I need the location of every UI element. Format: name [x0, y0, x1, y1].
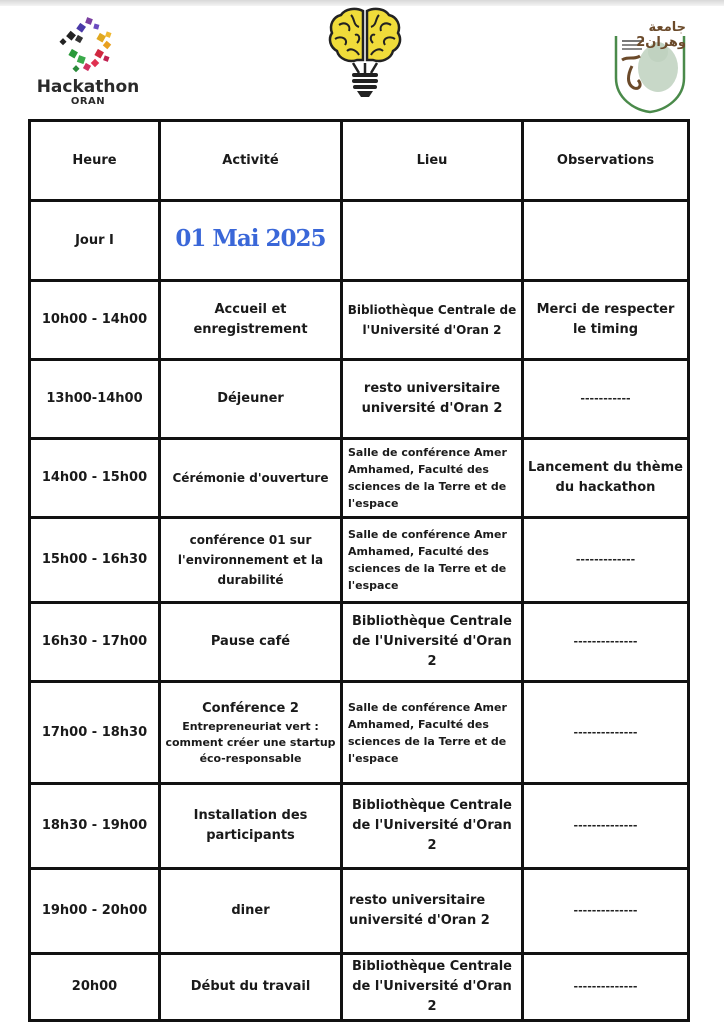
cell-heure: 19h00 - 20h00 [30, 869, 160, 954]
day-date: 01 Mai 2025 [175, 224, 326, 252]
activity-title: Conférence 2 [202, 700, 299, 716]
table-row [30, 360, 689, 439]
empty-observation-dashes: ------------- [575, 553, 636, 566]
cell-heure: 15h00 - 16h30 [30, 518, 160, 603]
cell-heure: 17h00 - 18h30 [30, 682, 160, 784]
cell-activite: Déjeuner [160, 360, 342, 439]
cell-activite: Début du travail [160, 954, 342, 1021]
table-row [30, 954, 689, 1021]
day-date-cell [160, 201, 342, 281]
empty-observation-dashes: -------------- [573, 635, 638, 648]
hackathon-logo-subtitle: ORAN [70, 96, 106, 107]
day-label: Jour I [30, 201, 160, 281]
cell-heure: 13h00-14h00 [30, 360, 160, 439]
column-header-lieu: Lieu [342, 121, 523, 201]
cell-activite: Pause café [160, 603, 342, 682]
cell-lieu: Salle de conférence Amer Amhamed, Faculté des sciences de la Terre et de l'espace [342, 439, 523, 518]
column-header-observations: Observations [523, 121, 689, 201]
table-row [30, 603, 689, 682]
table-row [30, 869, 689, 954]
column-header-activite: Activité [160, 121, 342, 201]
hackathon-logo-icon [56, 14, 120, 76]
empty-observation-dashes: -------------- [573, 904, 638, 917]
empty-observation-dashes: -------------- [573, 980, 638, 993]
brain-lightbulb-logo [325, 5, 405, 100]
table-row [30, 682, 689, 784]
cell-lieu: resto universitaire université d'Oran 2 [342, 869, 523, 954]
cell-heure: 10h00 - 14h00 [30, 281, 160, 360]
day-empty-cell [523, 201, 689, 281]
table-header-row [30, 121, 689, 201]
cell-observations [523, 682, 689, 784]
university-arabic-name: جامعة وهران2 [636, 20, 686, 50]
cell-lieu: Bibliothèque Centrale de l'Université d'Oran 2 [342, 954, 523, 1021]
day-row [30, 201, 689, 281]
cell-lieu: Bibliothèque Centrale de l'Université d'Oran 2 [342, 281, 523, 360]
cell-heure: 14h00 - 15h00 [30, 439, 160, 518]
column-header-heure: Heure [30, 121, 160, 201]
brain-lightbulb-icon [325, 5, 405, 100]
hackathon-logo-title: Hackathon [36, 77, 140, 97]
hackathon-oran-logo [36, 14, 140, 114]
activity-subtitle: Entrepreneuriat vert : comment créer une startup éco-responsable [165, 719, 336, 765]
cell-activite: conférence 01 sur l'environnement et la durabilité [160, 518, 342, 603]
cell-activite: diner [160, 869, 342, 954]
table-row [30, 281, 689, 360]
university-oran2-logo [608, 18, 692, 114]
cell-activite: Accueil et enregistrement [160, 281, 342, 360]
cell-activite: Cérémonie d'ouverture [160, 439, 342, 518]
cell-observations [523, 954, 689, 1021]
cell-observations [523, 360, 689, 439]
cell-observations [523, 518, 689, 603]
day-empty-cell [342, 201, 523, 281]
cell-activite: Installation des participants [160, 784, 342, 869]
cell-observations [523, 603, 689, 682]
cell-lieu: Bibliothèque Centrale de l'Université d'Oran 2 [342, 784, 523, 869]
empty-observation-dashes: -------------- [573, 725, 638, 739]
cell-lieu: Salle de conférence Amer Amhamed, Faculté des sciences de la Terre et de l'espace [342, 518, 523, 603]
cell-observations: Lancement du thème du hackathon [523, 439, 689, 518]
cell-lieu: Salle de conférence Amer Amhamed, Faculté des sciences de la Terre et de l'espace [342, 682, 523, 784]
cell-heure: 20h00 [30, 954, 160, 1021]
table-row [30, 784, 689, 869]
cell-heure: 18h30 - 19h00 [30, 784, 160, 869]
empty-observation-dashes: ----------- [580, 392, 631, 405]
schedule-table [28, 119, 690, 1022]
cell-heure: 16h30 - 17h00 [30, 603, 160, 682]
cell-observations [523, 869, 689, 954]
empty-observation-dashes: -------------- [573, 819, 638, 832]
cell-lieu: resto universitaire université d'Oran 2 [342, 360, 523, 439]
cell-observations: Merci de respecter le timing [523, 281, 689, 360]
table-row [30, 439, 689, 518]
cell-observations [523, 784, 689, 869]
cell-lieu: Bibliothèque Centrale de l'Université d'Oran 2 [342, 603, 523, 682]
table-row [30, 518, 689, 603]
cell-activite [160, 682, 342, 784]
